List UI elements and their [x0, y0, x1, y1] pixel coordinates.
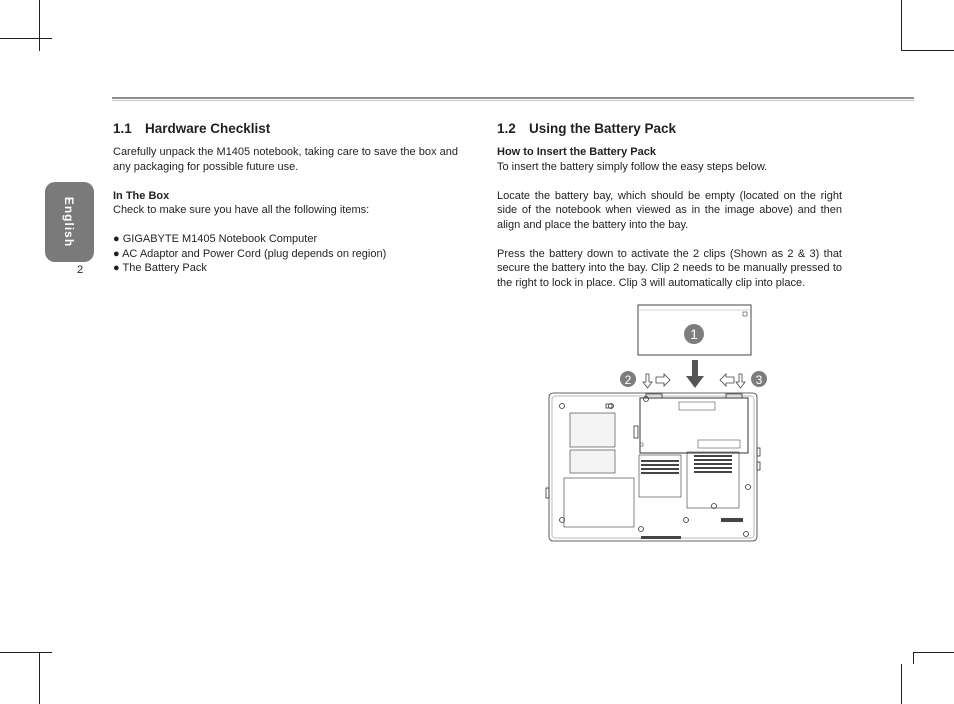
language-tab: [45, 182, 94, 262]
crop-mark: [901, 664, 902, 704]
list-item: ● AC Adaptor and Power Cord (plug depends on region): [113, 247, 387, 260]
section-title: Hardware Checklist: [145, 121, 271, 136]
list-item: ● The Battery Pack: [113, 262, 207, 274]
in-box-text: Check to make sure you have all the following items:: [113, 204, 370, 216]
page-number: 2: [77, 264, 84, 276]
crop-mark: [913, 652, 954, 653]
paragraph: Press the battery down to activate the 2 clips (Shown as 2 & 3) that secure the battery into the bay. Clip 2 needs to be manually pressed to the right to lock in place. Clip 3 will automatically clip into place.: [497, 247, 842, 289]
section-number: 1.2: [497, 121, 516, 136]
svg-text:1: 1: [690, 326, 698, 342]
intro-paragraph: Carefully unpack the M1405 notebook, taking care to save the box and any packaging for possible future use.: [113, 146, 458, 173]
svg-text:3: 3: [755, 373, 763, 387]
section-number: 1.1: [113, 121, 132, 136]
header-rule: [112, 97, 914, 99]
svg-text:2: 2: [624, 373, 632, 387]
section-title: Using the Battery Pack: [529, 121, 677, 136]
crop-mark: [901, 0, 902, 51]
header-rule-shadow: [112, 100, 914, 101]
section-hardware-checklist: [113, 121, 458, 276]
list-item: ● GIGABYTE M1405 Notebook Computer: [113, 233, 318, 245]
crop-mark: [913, 652, 914, 664]
crop-mark: [0, 38, 52, 39]
notebook-underside-icon: [546, 302, 763, 544]
in-box-heading: In The Box: [113, 189, 170, 202]
clip-arrow-right-icon: [643, 374, 670, 388]
language-tab-label: English: [62, 196, 77, 248]
section-battery-pack: [497, 121, 842, 290]
callout-2-icon: [620, 371, 636, 387]
clip-arrow-left-icon: [720, 374, 745, 388]
crop-mark: [39, 0, 40, 51]
section-heading: [497, 121, 842, 137]
paragraph: Locate the battery bay, which should be empty (located on the right side of the notebook when viewed as in the image above) and then align and place the battery into the bay.: [497, 189, 842, 231]
subheading: How to Insert the Battery Pack: [497, 146, 656, 158]
crop-mark: [39, 652, 40, 704]
crop-mark: [0, 652, 52, 653]
crop-mark: [901, 50, 954, 51]
intro-text: To insert the battery simply follow the easy steps below.: [497, 160, 768, 173]
battery-insert-figure: [546, 302, 763, 544]
down-arrow-icon: [686, 360, 704, 388]
section-heading: [113, 121, 458, 137]
callout-1-icon: [684, 324, 704, 344]
callout-3-icon: [751, 371, 767, 387]
